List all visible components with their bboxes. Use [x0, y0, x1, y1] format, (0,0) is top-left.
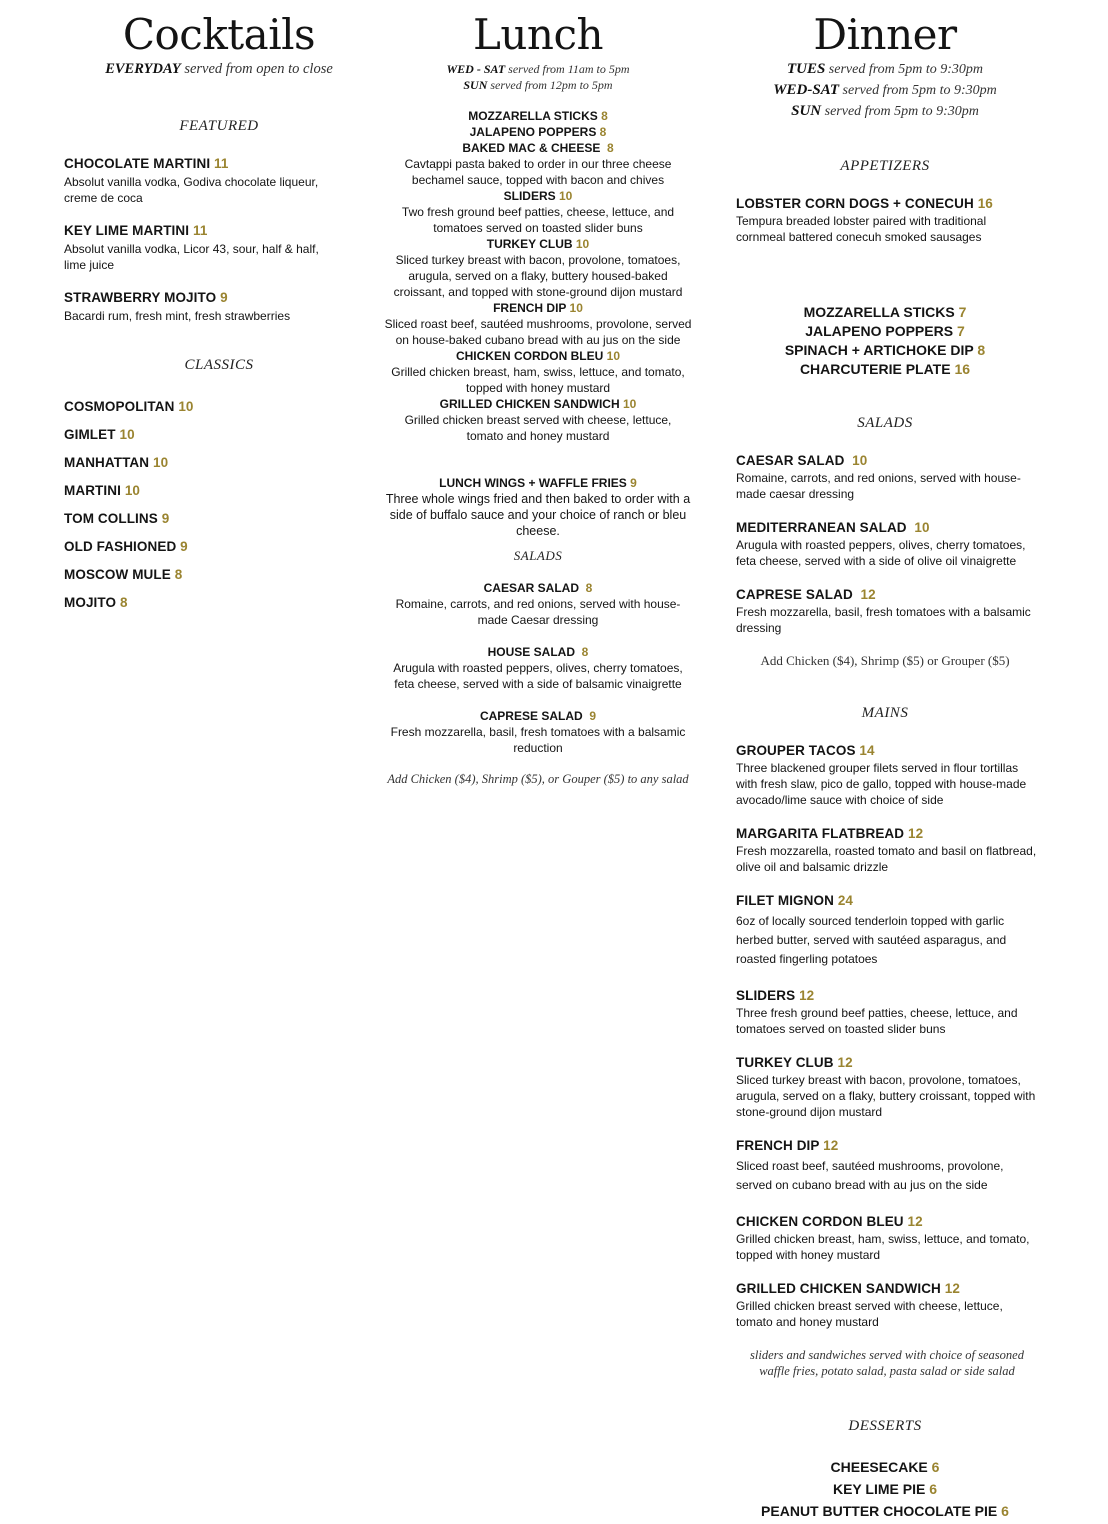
item-description: Sliced turkey breast with bacon, provolone, tomatoes, arugula, served on a flaky, buttery croissant, topped with stone-ground dijon mustard	[736, 1073, 1036, 1119]
item-name: LOBSTER CORN DOGS + CONECUH 16	[736, 196, 993, 211]
featured-item	[64, 223, 326, 273]
item-description: Bacardi rum, fresh mint, fresh strawberries	[64, 309, 291, 323]
list-item: SLIDERS 10	[503, 189, 573, 203]
item-description: Arugula with roasted peppers, olives, cherry tomatoes, feta cheese, served with a side of balsamic vinaigrette	[393, 661, 683, 691]
item-description: Fresh mozzarella, basil, fresh tomatoes with a balsamic reduction	[390, 725, 686, 755]
featured-item	[64, 290, 354, 324]
item-description: Grilled chicken breast, ham, swiss, lettuce, and tomato, topped with honey mustard	[391, 365, 685, 395]
list-item: CAPRESE SALAD 9	[479, 709, 597, 723]
item-description: 6oz of locally sourced tenderloin topped with garlic herbed butter, served with sautéed asparagus, and roasted fingerling potatoes	[736, 914, 1007, 966]
item-name: CAESAR SALAD 10	[736, 453, 868, 468]
dinner-main	[736, 988, 1038, 1037]
lunch-wings	[384, 475, 692, 539]
dinner-main	[736, 893, 1020, 969]
dinner-hours: TUES served from 5pm to 9:30pm WED-SAT served from 5pm to 9:30pm SUN served from 5pm to 9:30pm	[773, 61, 997, 119]
dinner-main	[736, 743, 1038, 808]
lunch-hours: WED - SAT served from 11am to 5pm SUN served from 12pm to 5pm	[446, 62, 630, 92]
item-name: CAPRESE SALAD 12	[736, 587, 876, 602]
classics-list	[64, 399, 194, 623]
dinner-salad-note: Add Chicken ($4), Shrimp ($5) or Grouper ($5)	[760, 653, 1010, 668]
item-description: Absolut vanilla vodka, Licor 43, sour, half & half, lime juice	[64, 242, 319, 272]
lunch-title: Lunch	[472, 10, 604, 59]
item-description: Sliced roast beef, sautéed mushrooms, provolone, served on house-baked cubano bread with au jus on the side	[384, 317, 692, 347]
list-item: GIMLET 10	[64, 427, 135, 442]
item-name: KEY LIME MARTINI 11	[64, 223, 208, 238]
dinner-salad	[736, 453, 1036, 502]
item-name: MEDITERRANEAN SALAD 10	[736, 520, 930, 535]
list-item: MARTINI 10	[64, 483, 141, 498]
lunch-salad	[384, 580, 692, 628]
item-description: Two fresh ground beef patties, cheese, lettuce, and tomatoes served on toasted slider buns	[401, 205, 675, 235]
mains-heading: MAINS	[861, 705, 909, 721]
item-price: 11	[214, 156, 229, 171]
dinner-salad	[736, 587, 1036, 636]
item-description: Grilled chicken breast, ham, swiss, lettuce, and tomato, topped with honey mustard	[736, 1232, 1030, 1262]
appetizers-heading: APPETIZERS	[840, 158, 930, 174]
dinner-main	[736, 1138, 1020, 1195]
desserts-list	[730, 1456, 1040, 1522]
item-name: MARGARITA FLATBREAD 12	[736, 826, 924, 841]
list-item: MANHATTAN 10	[64, 455, 169, 470]
item-name: CHICKEN CORDON BLEU 12	[736, 1214, 923, 1229]
list-item: CHARCUTERIE PLATE 16	[799, 361, 971, 377]
dinner-apps-list	[730, 303, 1040, 379]
lunch-salads-heading: SALADS	[513, 548, 563, 563]
list-item: CAESAR SALAD 8	[483, 581, 593, 595]
lunch-salad	[384, 644, 692, 692]
item-name: STRAWBERRY MOJITO 9	[64, 290, 228, 305]
item-name: TURKEY CLUB 12	[736, 1055, 853, 1070]
list-item: MOZZARELLA STICKS 8	[468, 109, 608, 123]
item-name: GROUPER TACOS 14	[736, 743, 875, 758]
item-name: FRENCH DIP 12	[736, 1138, 839, 1153]
dinner-featured-app	[736, 196, 1036, 245]
list-item: KEY LIME PIE 6	[832, 1481, 937, 1497]
item-name: GRILLED CHICKEN SANDWICH 12	[736, 1281, 960, 1296]
item-description: Grilled chicken breast served with cheese, lettuce, tomato and honey mustard	[404, 413, 672, 443]
item-description: Fresh mozzarella, basil, fresh tomatoes with a balsamic dressing	[736, 605, 1031, 635]
list-item: SPINACH + ARTICHOKE DIP 8	[784, 342, 986, 358]
item-description: Grilled chicken breast served with cheese, lettuce, tomato and honey mustard	[736, 1299, 1003, 1329]
list-item: MOJITO 8	[64, 595, 128, 610]
list-item: BAKED MAC & CHEESE 8	[462, 141, 614, 155]
cocktails-hours	[56, 61, 382, 78]
dinner-main	[736, 1214, 1038, 1263]
list-item: COSMOPOLITAN 10	[64, 399, 194, 414]
list-item: MOZZARELLA STICKS 7	[803, 304, 967, 320]
list-item: TOM COLLINS 9	[64, 511, 170, 526]
list-item: GRILLED CHICKEN SANDWICH 10	[439, 397, 637, 411]
item-name: SLIDERS 12	[736, 988, 815, 1003]
item-name: CHOCOLATE MARTINI 11	[64, 156, 229, 171]
featured-heading: FEATURED	[179, 118, 259, 134]
item-description: Cavtappi pasta baked to order in our three cheese bechamel sauce, topped with bacon and chives	[404, 157, 672, 187]
dinner-salad	[736, 520, 1036, 569]
cocktails-title: Cocktails	[122, 10, 316, 59]
dinner-title: Dinner	[813, 10, 957, 59]
list-item: CHICKEN CORDON BLEU 10	[455, 349, 621, 363]
featured-item	[64, 156, 336, 206]
list-item: JALAPENO POPPERS 8	[469, 125, 607, 139]
dinner-main	[736, 1055, 1038, 1120]
item-description: Sliced turkey breast with bacon, provolone, tomatoes, arugula, served on a flaky, buttery housed-baked croissant, and topped with stone-ground dijon mustard	[393, 253, 683, 299]
list-item: MOSCOW MULE 8	[64, 567, 183, 582]
lunch-items	[384, 108, 692, 444]
list-item: LUNCH WINGS + WAFFLE FRIES 9	[439, 476, 637, 490]
list-item: PEANUT BUTTER CHOCOLATE PIE 6	[761, 1503, 1009, 1519]
list-item: TURKEY CLUB 10	[486, 237, 590, 251]
classics-heading: CLASSICS	[184, 357, 254, 373]
desserts-heading: DESSERTS	[848, 1418, 922, 1434]
list-item: CHEESECAKE 6	[830, 1459, 940, 1475]
item-description: Fresh mozzarella, roasted tomato and basil on flatbread, olive oil and balsamic drizzle	[736, 844, 1037, 874]
item-name: FILET MIGNON 24	[736, 893, 854, 908]
item-description: Three blackened grouper filets served in flour tortillas with fresh slaw, pico de gallo, topped with house-made avocado/lime sauce with choice of side	[736, 761, 1027, 807]
list-item: OLD FASHIONED 9	[64, 539, 188, 554]
list-item: FRENCH DIP 10	[493, 301, 583, 315]
mains-note: sliders and sandwiches served with choice of seasoned waffle fries, potato salad, pasta salad or side salad	[750, 1348, 1024, 1378]
list-item: JALAPENO POPPERS 7	[805, 323, 965, 339]
dinner-main	[736, 1281, 1038, 1330]
item-description: Three whole wings fried and then baked to order with a side of buffalo sauce and your choice of ranch or bleu cheese.	[385, 492, 691, 538]
item-description: Arugula with roasted peppers, olives, cherry tomatoes, feta cheese, served with a side of olive oil vinaigrette	[736, 538, 1026, 568]
item-description: Three fresh ground beef patties, cheese, lettuce, and tomatoes served on toasted slider buns	[736, 1006, 1018, 1036]
lunch-salad	[384, 708, 692, 756]
dinner-salads-heading: SALADS	[857, 415, 913, 431]
lunch-salad-note: Add Chicken ($4), Shrimp ($5), or Gouper ($5) to any salad	[387, 772, 689, 786]
cocktails-hours-day: EVERYDAY	[105, 61, 181, 77]
cocktails-hours-text: served from open to close	[184, 61, 333, 77]
item-price: 9	[220, 290, 228, 305]
item-description: Romaine, carrots, and red onions, served with house-made Caesar dressing	[395, 597, 681, 627]
dinner-main	[736, 826, 1038, 875]
item-description: Absolut vanilla vodka, Godiva chocolate liqueur, creme de coca	[64, 175, 319, 205]
item-description: Tempura breaded lobster paired with traditional cornmeal battered conecuh smoked sausages	[736, 214, 987, 244]
item-description: Sliced roast beef, sautéed mushrooms, provolone, served on cubano bread with au jus on the side	[736, 1159, 1004, 1192]
item-price: 11	[192, 223, 208, 238]
list-item: HOUSE SALAD 8	[487, 645, 589, 659]
item-description: Romaine, carrots, and red onions, served with house-made caesar dressing	[736, 471, 1021, 501]
